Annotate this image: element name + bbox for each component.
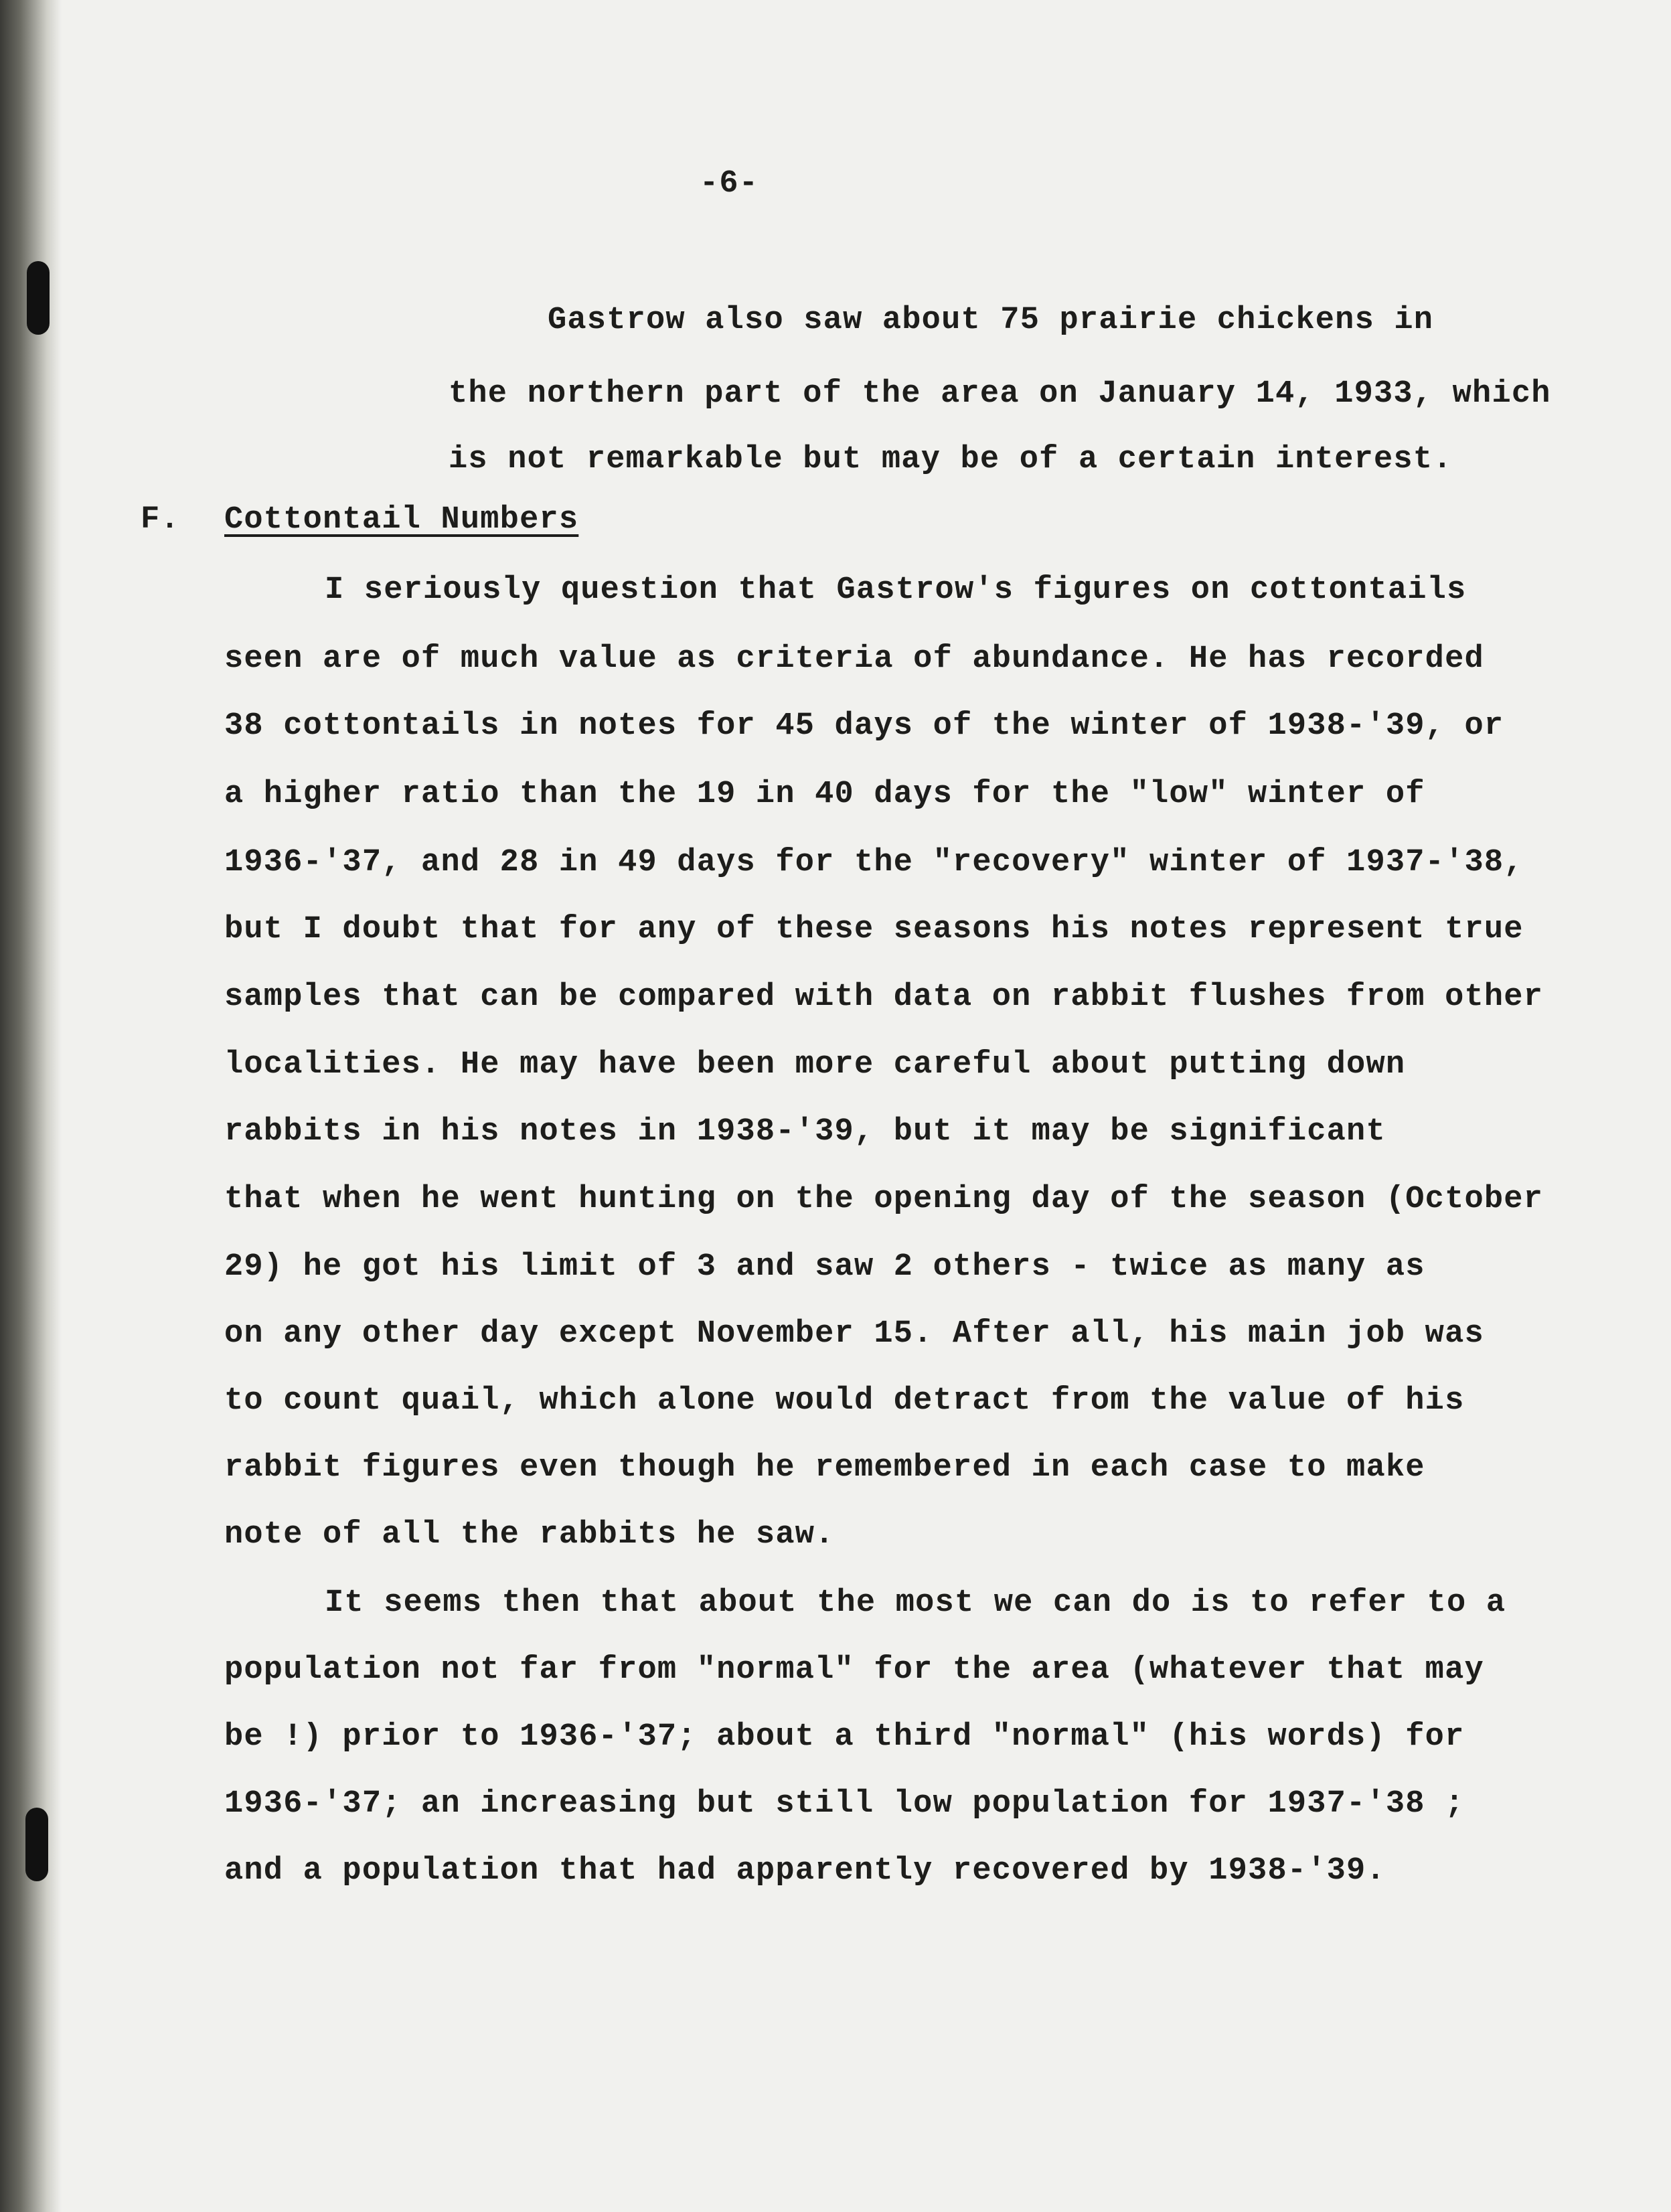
- text-line: It seems then that about the most we can do is to refer to a: [325, 1585, 1506, 1621]
- text-line: the northern part of the area on January 14, 1933, which: [449, 376, 1551, 412]
- punch-hole: [27, 261, 50, 335]
- text-line: is not remarkable but may be of a certain interest.: [449, 442, 1453, 477]
- text-line: rabbit figures even though he remembered in each case to make: [224, 1450, 1425, 1486]
- text-line: a higher ratio than the 19 in 40 days for the "low" winter of: [224, 777, 1425, 812]
- page-number: -6-: [700, 166, 759, 202]
- text-line: rabbits in his notes in 1938-'39, but it may be significant: [224, 1114, 1386, 1150]
- text-line: that when he went hunting on the opening day of the season (October: [224, 1182, 1544, 1217]
- text-line: and a population that had apparently recovered by 1938-'39.: [224, 1853, 1386, 1889]
- text-line: population not far from "normal" for the area (whatever that may: [224, 1652, 1484, 1688]
- text-line: note of all the rabbits he saw.: [224, 1517, 835, 1553]
- text-line: Gastrow also saw about 75 prairie chickens in: [548, 303, 1434, 338]
- text-line: samples that can be compared with data on rabbit flushes from other: [224, 979, 1544, 1015]
- text-line: localities. He may have been more careful about putting down: [224, 1047, 1406, 1083]
- text-line: be !) prior to 1936-'37; about a third "normal" (his words) for: [224, 1719, 1465, 1755]
- text-line: but I doubt that for any of these seasons his notes represent true: [224, 912, 1524, 947]
- text-line: seen are of much value as criteria of abundance. He has recorded: [224, 641, 1484, 677]
- text-line: to count quail, which alone would detract from the value of his: [224, 1383, 1465, 1419]
- text-line: on any other day except November 15. After all, his main job was: [224, 1316, 1484, 1352]
- section-letter: F.: [141, 502, 180, 538]
- text-line: 29) he got his limit of 3 and saw 2 others - twice as many as: [224, 1249, 1425, 1285]
- text-line: 1936-'37, and 28 in 49 days for the "recovery" winter of 1937-'38,: [224, 845, 1524, 880]
- text-line: 38 cottontails in notes for 45 days of the winter of 1938-'39, or: [224, 708, 1504, 744]
- punch-hole: [25, 1808, 48, 1881]
- text-line: I seriously question that Gastrow's figures on cottontails: [325, 572, 1467, 608]
- section-heading: Cottontail Numbers: [224, 502, 579, 538]
- text-line: 1936-'37; an increasing but still low population for 1937-'38 ;: [224, 1786, 1465, 1822]
